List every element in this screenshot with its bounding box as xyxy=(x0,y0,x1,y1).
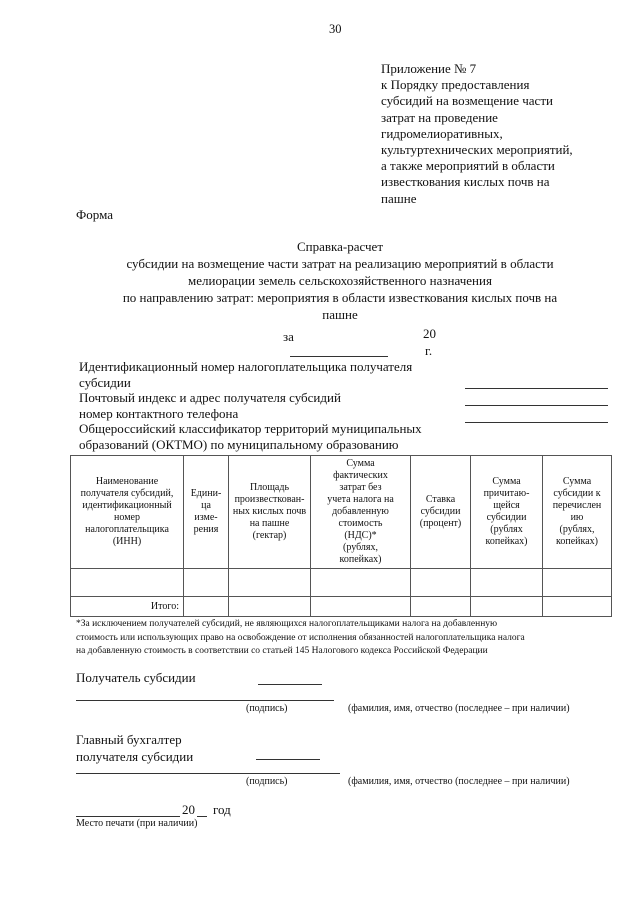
text-line: налогоплательщика xyxy=(85,524,169,535)
inn-input-line[interactable] xyxy=(465,388,608,389)
appendix-line: к Порядку предоставления xyxy=(381,77,530,93)
stamp-label: Место печати (при наличии) xyxy=(76,818,198,829)
recipient-signature-line[interactable] xyxy=(258,684,322,685)
date-year: 20 xyxy=(182,802,195,817)
text-line: произвесткован- xyxy=(234,494,305,505)
table-cell[interactable] xyxy=(543,569,612,597)
header-transfer-subsidy xyxy=(543,456,612,569)
year-prefix: 20 xyxy=(423,326,436,341)
accountant-line: получателя субсидии xyxy=(76,749,194,764)
text-line: Едини- xyxy=(190,488,222,499)
text-line: добавленную xyxy=(332,506,389,517)
text-line: Сумма xyxy=(346,458,375,469)
table-cell[interactable] xyxy=(71,569,184,597)
signature-hint: (подпись) xyxy=(246,703,288,714)
document-title xyxy=(60,238,620,323)
footnote xyxy=(76,618,525,659)
table-cell[interactable] xyxy=(229,597,311,617)
text-line: субсидии xyxy=(486,512,527,523)
text-line: стоимость xyxy=(338,518,383,529)
footnote-line: на добавленную стоимость в соответствии со статьей 145 Налогового кодекса Российской Федерации xyxy=(76,646,488,656)
table-header-row xyxy=(71,456,612,569)
table-cell[interactable] xyxy=(229,569,311,597)
year-suffix: г. xyxy=(425,343,433,358)
text-line: субсидии xyxy=(420,506,461,517)
text-line: (ИНН) xyxy=(112,536,142,547)
text-line: копейках) xyxy=(339,554,382,565)
text-line: (гектар) xyxy=(252,530,287,541)
text-line: Наименование xyxy=(95,476,159,487)
text-line: (НДС)* xyxy=(344,530,377,541)
text-line: изме- xyxy=(194,512,218,523)
title-line: пашне xyxy=(322,307,358,322)
table-cell[interactable] xyxy=(311,597,411,617)
text-line: (рублях xyxy=(490,524,523,535)
table-cell[interactable] xyxy=(184,597,229,617)
text-line: рения xyxy=(193,524,219,535)
text-line: Площадь xyxy=(250,482,289,493)
title-line: мелиорации земель сельскохозяйственного назначения xyxy=(188,273,492,288)
text-line: Сумма xyxy=(492,476,521,487)
header-costs xyxy=(311,456,411,569)
header-rate xyxy=(411,456,471,569)
header-due-subsidy xyxy=(471,456,543,569)
recipient-name-line[interactable] xyxy=(76,700,334,701)
form-label: Форма xyxy=(76,207,113,222)
table-cell[interactable] xyxy=(471,569,543,597)
text-line: причитаю- xyxy=(483,488,530,499)
title-line: Справка-расчет xyxy=(296,239,384,254)
field-oktmo-label: Общероссийский классификатор территорий муниципальных xyxy=(79,421,422,436)
accountant-line: Главный бухгалтер xyxy=(76,732,182,747)
title-line: субсидии на возмещение части затрат на реализацию мероприятий в области xyxy=(126,256,554,271)
date-year-line[interactable] xyxy=(197,816,207,817)
text-line: копейках) xyxy=(485,536,528,547)
table-cell[interactable] xyxy=(411,569,471,597)
accountant-label xyxy=(76,731,193,765)
table-total-row xyxy=(71,597,612,617)
table-cell[interactable] xyxy=(471,597,543,617)
field-address-label: Почтовый индекс и адрес получателя субсидий xyxy=(79,390,341,405)
title-line: по направлению затрат: мероприятия в области известкования кислых почв на xyxy=(122,290,558,305)
footnote-line: стоимость или использующих право на освобождение от исполнения обязанностей налогоплательщика налога xyxy=(76,632,525,643)
header-unit xyxy=(184,456,229,569)
recipient-signature-label: Получатель субсидии xyxy=(76,670,196,685)
calculation-table xyxy=(70,455,612,617)
appendix-line: гидромелиоративных, xyxy=(381,125,503,141)
text-line: Сумма xyxy=(562,476,592,487)
appendix-block xyxy=(381,61,573,207)
table-cell[interactable] xyxy=(411,597,471,617)
appendix-line: Приложение № 7 xyxy=(381,61,477,76)
text-line: номер xyxy=(114,512,140,523)
accountant-signature-line[interactable] xyxy=(256,759,320,760)
signature-hint: (подпись) xyxy=(246,776,288,787)
recipient-fields xyxy=(79,359,422,452)
text-line: Ставка xyxy=(425,494,456,505)
text-line: (рублях, xyxy=(559,524,595,535)
text-line: копейках) xyxy=(556,536,598,547)
accountant-name-line[interactable] xyxy=(76,773,340,774)
appendix-line: культуртехнических мероприятий, xyxy=(381,142,573,158)
text-line: ных кислых почв xyxy=(232,506,307,517)
page-number: 30 xyxy=(329,22,342,36)
table-cell[interactable] xyxy=(184,569,229,597)
text-line: на пашне xyxy=(249,518,290,529)
text-line: (процент) xyxy=(419,518,462,529)
date-line[interactable] xyxy=(76,816,180,817)
total-label: Итого: xyxy=(71,597,184,617)
period-label: за xyxy=(283,329,294,344)
appendix-line: известкования кислых почв на xyxy=(381,174,550,190)
appendix-line: а также мероприятий в области xyxy=(381,158,555,174)
date-suffix: год xyxy=(213,802,231,817)
text-line: щейся xyxy=(493,500,520,511)
text-line: идентификационный xyxy=(82,500,172,511)
text-line: получателя субсидий, xyxy=(80,488,174,499)
table-cell[interactable] xyxy=(311,569,411,597)
header-area xyxy=(229,456,311,569)
name-hint: (фамилия, имя, отчество (последнее – при наличии) xyxy=(348,776,570,787)
name-hint: (фамилия, имя, отчество (последнее – при наличии) xyxy=(348,703,570,714)
text-line: затрат без xyxy=(339,482,382,493)
field-inn-label: Идентификационный номер налогоплательщика получателя xyxy=(79,359,413,374)
field-phone-label: номер контактного телефона xyxy=(79,405,239,421)
text-line: (рублях, xyxy=(343,542,378,553)
header-recipient xyxy=(71,456,184,569)
phone-input-line[interactable] xyxy=(465,422,608,423)
text-line: субсидии к xyxy=(553,488,601,499)
text-line: фактических xyxy=(333,470,388,481)
text-line: ца xyxy=(201,500,211,511)
period-input-line[interactable] xyxy=(290,356,388,357)
text-line: перечислен xyxy=(552,500,602,511)
field-oktmo-label: образований (ОКТМО) по муниципальному образованию xyxy=(79,436,399,452)
field-inn-label: субсидии xyxy=(79,374,131,390)
table-cell[interactable] xyxy=(543,597,612,617)
appendix-line: пашне xyxy=(381,190,417,206)
footnote-line: *За исключением получателей субсидий, не являющихся налогоплательщиками налога на добавленную xyxy=(76,619,498,629)
table-row xyxy=(71,569,612,597)
appendix-line: субсидий на возмещение части xyxy=(381,93,553,109)
text-line: учета налога на xyxy=(327,494,394,505)
appendix-line: затрат на проведение xyxy=(381,109,498,125)
text-line: ию xyxy=(570,512,584,523)
address-input-line[interactable] xyxy=(465,405,608,406)
